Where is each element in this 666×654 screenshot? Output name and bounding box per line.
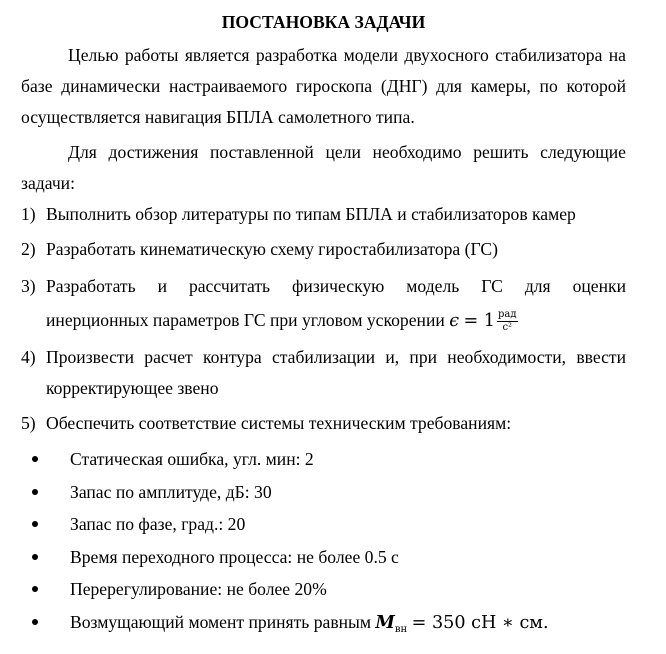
bullet-icon xyxy=(32,586,38,592)
requirements-list xyxy=(21,443,626,638)
task-item-1 xyxy=(21,199,626,230)
bullet-icon xyxy=(32,456,38,462)
bullet-icon xyxy=(32,489,38,495)
task-number: 5) xyxy=(21,413,36,433)
requirement-text: Время переходного процесса: не более 0.5 с xyxy=(70,546,399,567)
task-item-2 xyxy=(21,234,626,265)
requirement-item xyxy=(21,476,626,509)
goal-paragraph: Для достижения поставленной цели необходимо решить следующие задачи: xyxy=(21,142,626,193)
bullet-icon xyxy=(32,619,38,625)
requirement-item xyxy=(21,508,626,541)
requirement-item xyxy=(21,443,626,476)
requirement-item xyxy=(21,573,626,606)
task-text-line-2 xyxy=(46,303,626,338)
requirement-text: Статическая ошибка, угл. мин: 2 xyxy=(70,449,314,469)
unit-fraction xyxy=(497,309,518,334)
task-number: 1) xyxy=(21,204,36,224)
moment-subscript: вн xyxy=(394,623,408,635)
equals-value: = 1 xyxy=(463,311,495,331)
task-number: 4) xyxy=(21,347,36,367)
fraction-denominator: с² xyxy=(502,322,513,334)
requirement-text: Возмущающий момент принять равным xyxy=(70,611,372,632)
task-text: Обеспечить соответствие системы техническим требованиям: xyxy=(46,413,512,433)
task-text-line-1: Разработать и рассчитать физическую модель ГС для оценки xyxy=(46,276,626,296)
fraction-numerator: рад xyxy=(497,309,517,321)
requirement-text: Перерегулирование: не более 20% xyxy=(70,579,327,599)
task-text: Выполнить обзор литературы по типам БПЛА и стабилизаторов камер xyxy=(46,204,576,224)
requirement-item xyxy=(21,541,626,574)
moment-symbol: M xyxy=(375,611,395,633)
moment-value: = 350 сН ∗ см. xyxy=(411,612,549,633)
task-text-prefix: инерционных параметров ГС при угловом ускорении xyxy=(46,310,445,330)
document-page xyxy=(21,8,626,638)
epsilon-symbol: ϵ xyxy=(449,311,460,331)
task-text: Разработать кинематическую схему гиростабилизатора (ГС) xyxy=(46,239,499,259)
intro-paragraph: Целью работы является разработка модели двухосного стабилизатора на базе динамически настраиваемого гироскопа (ДНГ) для камеры, по которой осуществляется навигация БПЛА самолетного типа. xyxy=(21,45,626,127)
task-item-4 xyxy=(21,342,626,404)
task-item-3 xyxy=(21,269,626,338)
requirement-text: Запас по амплитуде, дБ: 30 xyxy=(70,481,272,502)
task-item-5 xyxy=(21,408,626,439)
page-title: ПОСТАНОВКА ЗАДАЧИ xyxy=(221,12,426,32)
task-number: 2) xyxy=(21,239,36,259)
requirement-item-moment xyxy=(21,606,626,639)
requirement-text: Запас по фазе, град.: 20 xyxy=(70,514,246,534)
bullet-icon xyxy=(32,521,38,527)
bullet-icon xyxy=(32,554,38,560)
task-number: 3) xyxy=(21,276,36,296)
task-text: Произвести расчет контура стабилизации и, при необходимости, ввести корректирующее звено xyxy=(46,347,626,398)
